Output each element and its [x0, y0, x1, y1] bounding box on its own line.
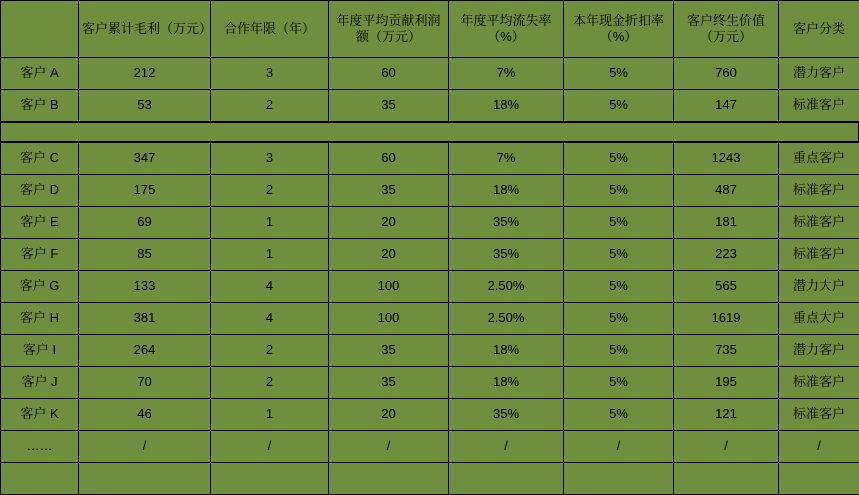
- cell-gross-profit: 175: [79, 175, 211, 207]
- gap-row: [1, 123, 859, 142]
- cell-years: 3: [211, 143, 329, 175]
- cell-churn: 7%: [449, 143, 564, 175]
- table-row: [1, 463, 859, 495]
- cell-customer-name: 客户 B: [1, 90, 79, 122]
- cell-gross-profit: 133: [79, 271, 211, 303]
- cell-clv: [674, 463, 779, 495]
- cell-customer-name: 客户 D: [1, 175, 79, 207]
- cell-gross-profit: 212: [79, 58, 211, 90]
- cell-customer-name: 客户 G: [1, 271, 79, 303]
- cell-category: 重点客户: [779, 143, 859, 175]
- cell-gross-profit: 381: [79, 303, 211, 335]
- cell-customer-name: 客户 F: [1, 239, 79, 271]
- customer-table-bottom: [0, 142, 859, 495]
- cell-gross-profit: [79, 463, 211, 495]
- table-row: [1, 90, 859, 122]
- cell-years: 4: [211, 303, 329, 335]
- table-row: [1, 399, 859, 431]
- cell-years: 2: [211, 367, 329, 399]
- cell-avg-profit: 20: [329, 207, 449, 239]
- cell-churn: 35%: [449, 399, 564, 431]
- cell-customer-name: 客户 K: [1, 399, 79, 431]
- table-body-top: [1, 58, 859, 122]
- cell-gross-profit: 53: [79, 90, 211, 122]
- cell-churn: 7%: [449, 58, 564, 90]
- cell-churn: 18%: [449, 90, 564, 122]
- column-header-discount: 本年现金折扣率（%）: [564, 1, 674, 58]
- cell-clv: 735: [674, 335, 779, 367]
- cell-gross-profit: 70: [79, 367, 211, 399]
- cell-discount: [564, 463, 674, 495]
- cell-avg-profit: 100: [329, 271, 449, 303]
- cell-customer-name: 客户 J: [1, 367, 79, 399]
- table-row: [1, 271, 859, 303]
- column-header-category: 客户分类: [779, 1, 859, 58]
- cell-category: 潜力大户: [779, 271, 859, 303]
- cell-clv: 195: [674, 367, 779, 399]
- cell-customer-name: 客户 C: [1, 143, 79, 175]
- cell-churn: 18%: [449, 367, 564, 399]
- cell-category: 标准客户: [779, 207, 859, 239]
- cell-years: /: [211, 431, 329, 463]
- cell-category: 标准客户: [779, 175, 859, 207]
- cell-gross-profit: 85: [79, 239, 211, 271]
- cell-discount: 5%: [564, 90, 674, 122]
- cell-avg-profit: 35: [329, 335, 449, 367]
- cell-discount: 5%: [564, 207, 674, 239]
- cell-customer-name: 客户 E: [1, 207, 79, 239]
- cell-customer-name: 客户 I: [1, 335, 79, 367]
- cell-churn: [449, 463, 564, 495]
- cell-churn: 2.50%: [449, 271, 564, 303]
- table-row: [1, 367, 859, 399]
- cell-discount: /: [564, 431, 674, 463]
- cell-clv: 760: [674, 58, 779, 90]
- column-header-blank: [1, 1, 79, 58]
- table-gap: [0, 122, 859, 142]
- gap-cell: [1, 123, 859, 142]
- cell-avg-profit: /: [329, 431, 449, 463]
- cell-years: [211, 463, 329, 495]
- cell-gross-profit: 69: [79, 207, 211, 239]
- cell-years: 1: [211, 399, 329, 431]
- cell-customer-name: 客户 H: [1, 303, 79, 335]
- cell-discount: 5%: [564, 303, 674, 335]
- column-header-clv: 客户终生价值（万元）: [674, 1, 779, 58]
- cell-category: 重点大户: [779, 303, 859, 335]
- cell-churn: 35%: [449, 207, 564, 239]
- cell-avg-profit: 60: [329, 143, 449, 175]
- table-row: [1, 207, 859, 239]
- cell-avg-profit: [329, 463, 449, 495]
- table-row: [1, 143, 859, 175]
- cell-years: 3: [211, 58, 329, 90]
- cell-category: [779, 463, 859, 495]
- cell-gross-profit: 347: [79, 143, 211, 175]
- cell-discount: 5%: [564, 58, 674, 90]
- table-header: [1, 1, 859, 58]
- cell-category: 潜力客户: [779, 58, 859, 90]
- cell-category: 标准客户: [779, 399, 859, 431]
- column-header-churn: 年度平均流失率（%）: [449, 1, 564, 58]
- cell-years: 1: [211, 207, 329, 239]
- cell-avg-profit: 35: [329, 175, 449, 207]
- cell-discount: 5%: [564, 271, 674, 303]
- cell-years: 2: [211, 335, 329, 367]
- cell-customer-name: 客户 A: [1, 58, 79, 90]
- cell-clv: 1243: [674, 143, 779, 175]
- cell-years: 2: [211, 175, 329, 207]
- cell-clv: 487: [674, 175, 779, 207]
- cell-years: 2: [211, 90, 329, 122]
- cell-avg-profit: 100: [329, 303, 449, 335]
- cell-clv: 147: [674, 90, 779, 122]
- cell-churn: 35%: [449, 239, 564, 271]
- cell-years: 1: [211, 239, 329, 271]
- cell-clv: 1619: [674, 303, 779, 335]
- cell-clv: 565: [674, 271, 779, 303]
- cell-avg-profit: 35: [329, 367, 449, 399]
- cell-clv: 223: [674, 239, 779, 271]
- cell-churn: /: [449, 431, 564, 463]
- cell-category: 潜力客户: [779, 335, 859, 367]
- column-header-avg-profit: 年度平均贡献利润额（万元）: [329, 1, 449, 58]
- cell-avg-profit: 60: [329, 58, 449, 90]
- cell-avg-profit: 35: [329, 90, 449, 122]
- cell-customer-name: ……: [1, 431, 79, 463]
- cell-clv: /: [674, 431, 779, 463]
- cell-churn: 2.50%: [449, 303, 564, 335]
- table-row: [1, 431, 859, 463]
- cell-category: /: [779, 431, 859, 463]
- column-header-years: 合作年限（年）: [211, 1, 329, 58]
- cell-discount: 5%: [564, 335, 674, 367]
- cell-avg-profit: 20: [329, 399, 449, 431]
- cell-gross-profit: 264: [79, 335, 211, 367]
- cell-discount: 5%: [564, 399, 674, 431]
- cell-customer-name: [1, 463, 79, 495]
- cell-avg-profit: 20: [329, 239, 449, 271]
- header-row: [1, 1, 859, 58]
- customer-table-top: [0, 0, 859, 122]
- table-row: [1, 303, 859, 335]
- column-header-gross-profit: 客户累计毛利（万元）: [79, 1, 211, 58]
- table-row: [1, 335, 859, 367]
- cell-discount: 5%: [564, 143, 674, 175]
- table-row: [1, 175, 859, 207]
- cell-churn: 18%: [449, 335, 564, 367]
- cell-clv: 181: [674, 207, 779, 239]
- cell-discount: 5%: [564, 239, 674, 271]
- cell-churn: 18%: [449, 175, 564, 207]
- table-row: [1, 58, 859, 90]
- cell-gross-profit: 46: [79, 399, 211, 431]
- cell-gross-profit: /: [79, 431, 211, 463]
- table-row: [1, 239, 859, 271]
- cell-category: 标准客户: [779, 367, 859, 399]
- cell-discount: 5%: [564, 175, 674, 207]
- cell-discount: 5%: [564, 367, 674, 399]
- cell-category: 标准客户: [779, 239, 859, 271]
- cell-category: 标准客户: [779, 90, 859, 122]
- table-body-bottom: [1, 143, 859, 495]
- cell-clv: 121: [674, 399, 779, 431]
- cell-years: 4: [211, 271, 329, 303]
